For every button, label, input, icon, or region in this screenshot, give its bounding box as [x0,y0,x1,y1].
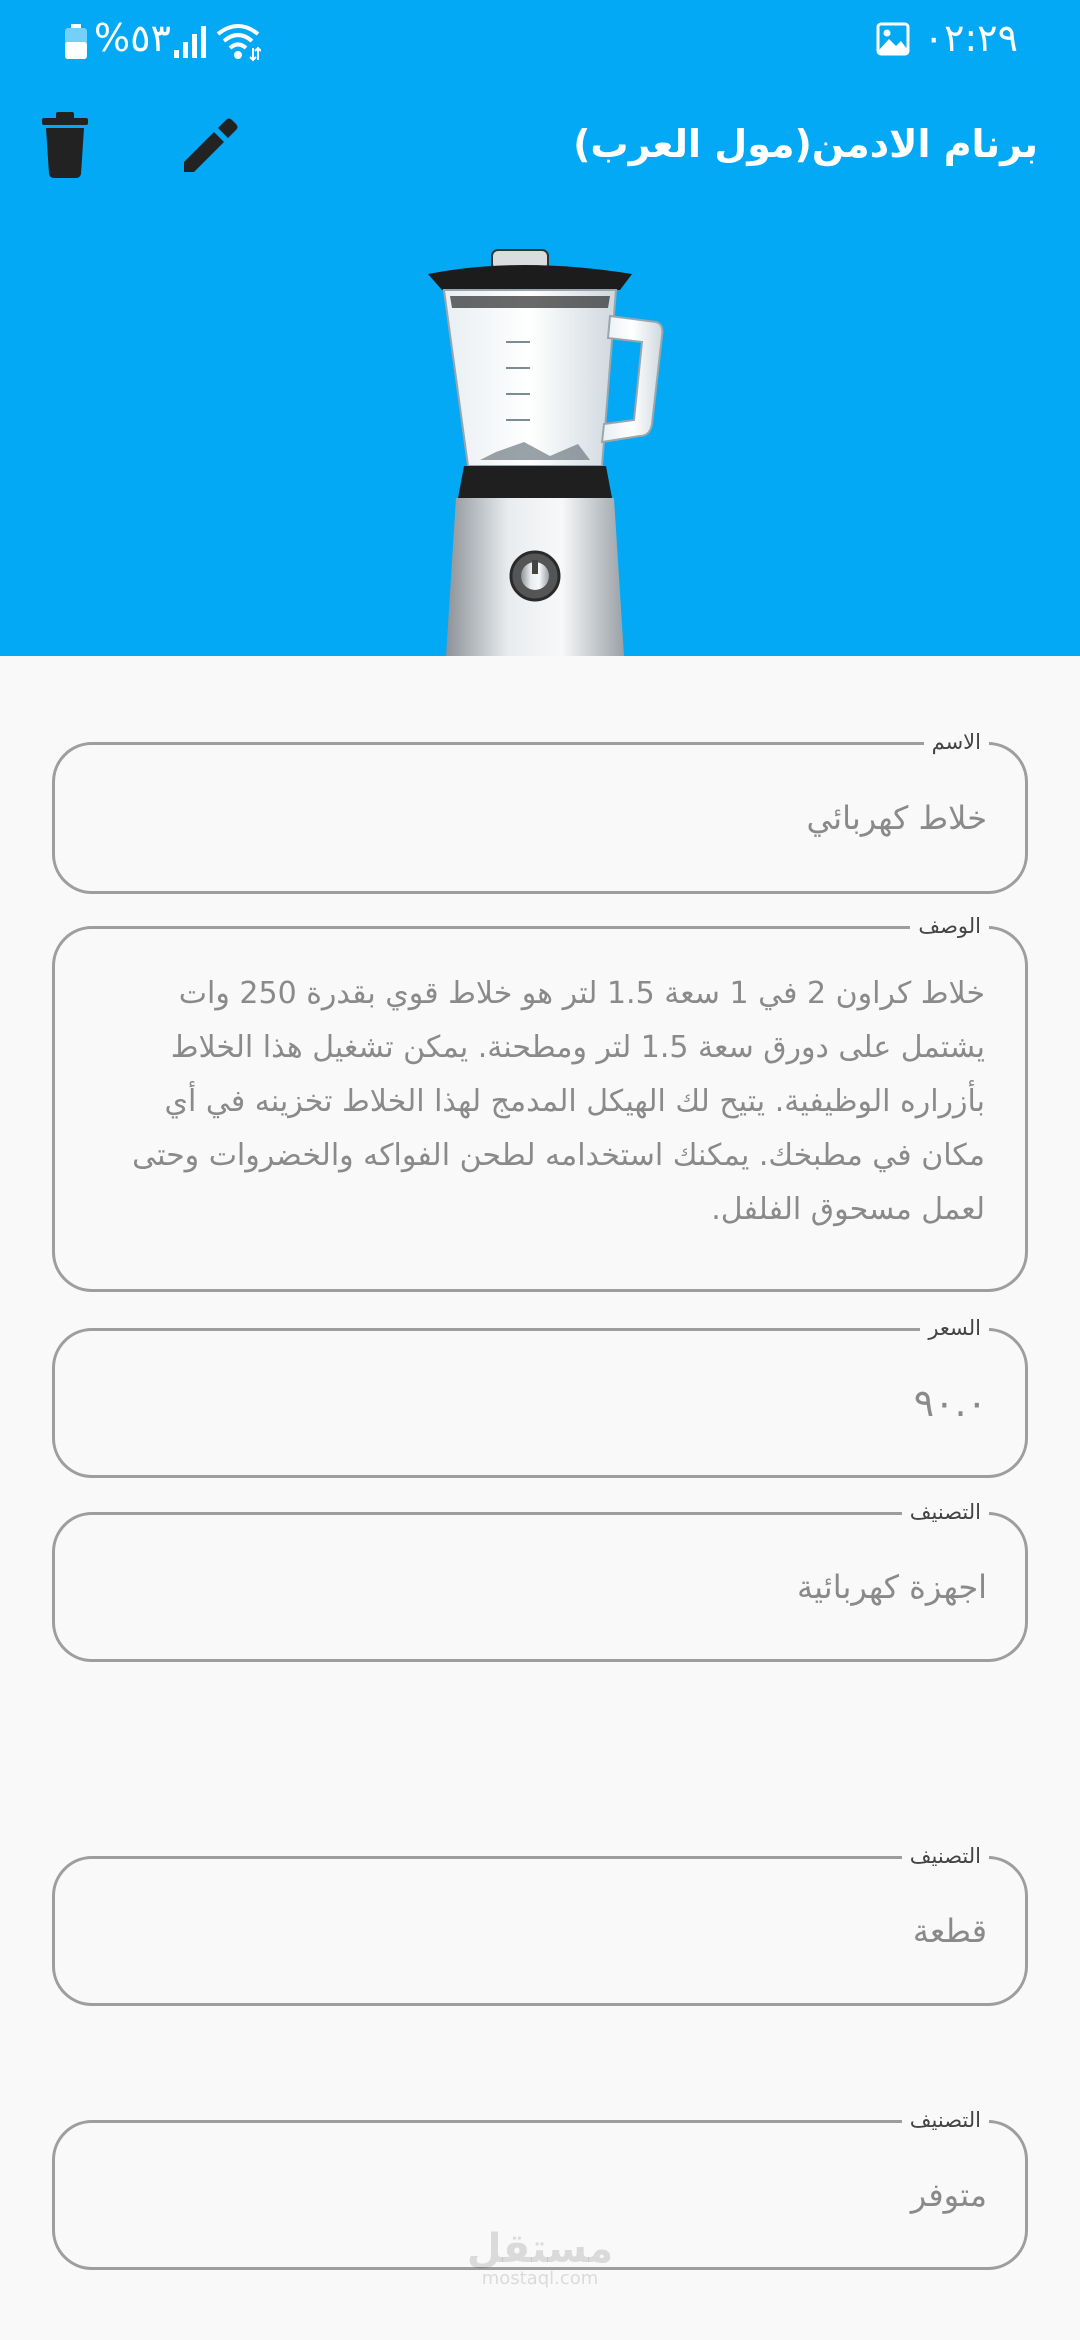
edit-button[interactable] [180,116,240,176]
name-field-value[interactable]: خلاط كهربائي [806,799,987,837]
signal-icon [172,24,208,60]
category-field-value[interactable]: اجهزة كهربائية [796,1568,987,1606]
availability-field-value[interactable]: متوفر [910,2176,987,2214]
product-details [0,656,1080,2340]
price-field[interactable] [52,1316,1028,1478]
unit-field-label: التصنيف [902,1842,989,1870]
name-field[interactable] [52,730,1028,894]
unit-field-value[interactable]: قطعة [912,1912,987,1950]
gallery-icon [876,22,910,56]
price-field-value[interactable]: ٩٠.٠ [913,1381,987,1425]
app-header [0,0,1080,656]
delete-button[interactable] [38,112,92,178]
category-field-label: التصنيف [902,1498,989,1526]
battery-icon [64,24,88,60]
availability-field-label: التصنيف [902,2106,989,2134]
wifi-icon [215,22,261,62]
price-field-label: السعر [920,1314,989,1342]
status-bar [0,0,1080,84]
description-field-value[interactable]: خلاط كراون 2 في 1 سعة 1.5 لتر هو خلاط قوي بقدرة 250 وات يشتمل على دورق سعة 1.5 لتر ومطحنة. يمكن تشغيل هذا الخلاط بأزراره الوظيفية. يتيح لك الهيكل المدمج لهذا الخلاط تخزينه في أي مكان في مطبخك. يمكنك استخدامه لطحن الفواكه والخضروات وحتى لعمل مسحوق الفلفل. [132,976,985,1227]
watermark [0,2226,1080,2289]
battery-percentage: %٥٣ [94,16,171,60]
watermark-logo-text: مستقل [466,2226,614,2272]
edit-icon [180,116,240,176]
blender-product-image [420,246,680,656]
description-field-label: الوصف [910,912,989,940]
category-field[interactable] [52,1500,1028,1662]
watermark-url: mostaql.com [481,2268,599,2289]
page-title: برنام الادمن(مول العرب) [573,122,1038,166]
delete-icon [38,112,92,178]
name-field-label: الاسم [924,728,989,756]
status-time: ٠٢:٢٩ [923,16,1018,60]
unit-field[interactable] [52,1844,1028,2006]
description-field[interactable] [52,914,1028,1292]
